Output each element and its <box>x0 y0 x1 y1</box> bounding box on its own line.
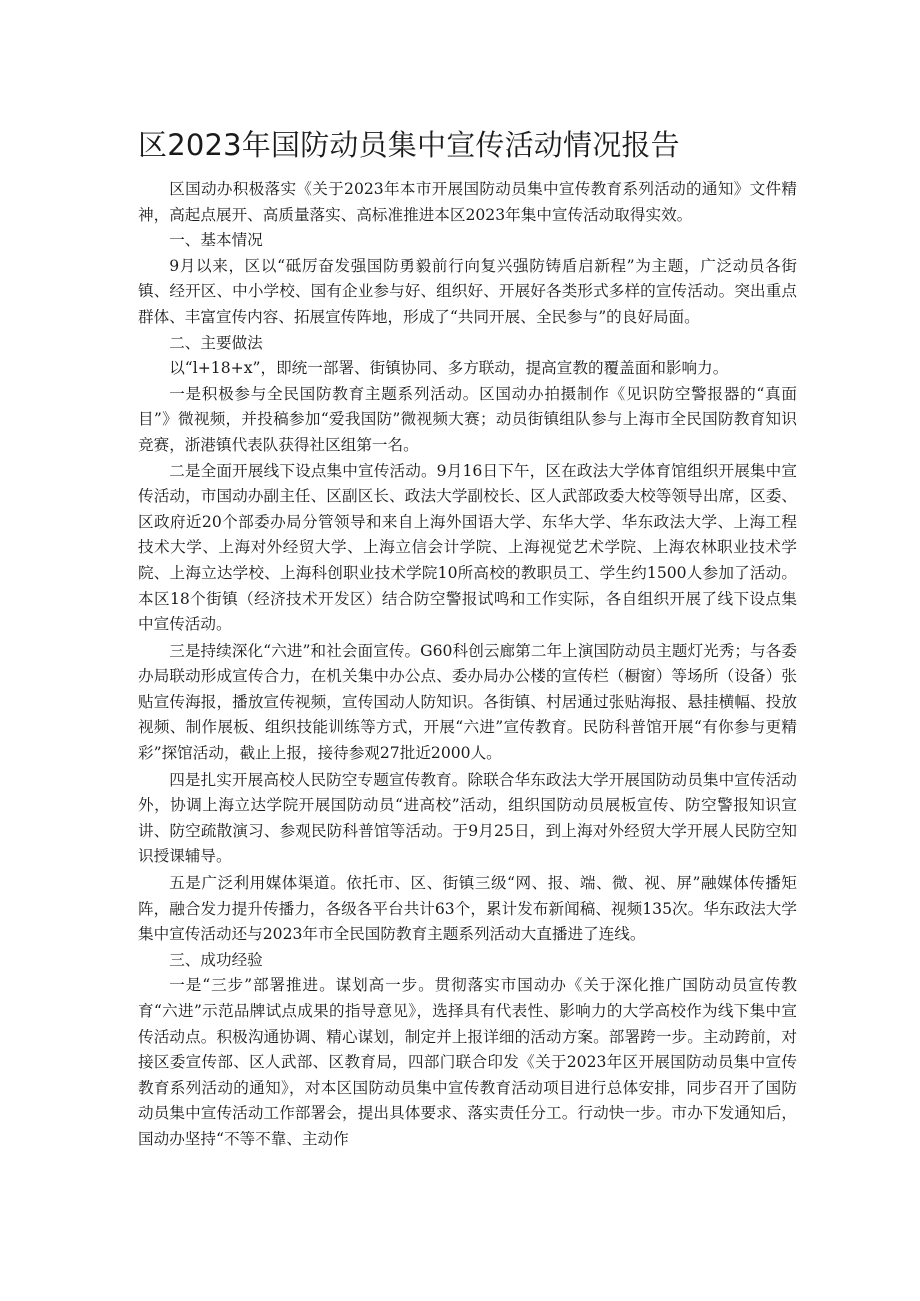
section-heading-experience: 三、成功经验 <box>169 950 263 969</box>
document-title: 区2023年国防动员集中宣传活动情况报告 <box>138 128 680 162</box>
document-body <box>138 177 797 1153</box>
section-heading-basic: 一、基本情况 <box>169 231 263 250</box>
intro-paragraph: 区国动办积极落实《关于2023年本市开展国防动员集中宣传教育系列活动的通知》文件精神，高起点展开、高质量落实、高标准推进本区2023年集中宣传活动取得实效。 <box>138 180 797 224</box>
paragraph-methods-overview: 以“l+18+x”，即统一部署、街镇协同、多方联动，提高宣教的覆盖面和影响力。 <box>169 359 729 378</box>
paragraph-methods-1: 一是积极参与全民国防教育主题系列活动。区国动办拍摄制作《见识防空警报器的“真面目”》微视频，并投稿参加“爱我国防”微视频大赛；动员街镇组队参与上海市全民国防教育知识竞赛，浙港镇代表队获得社区组第一名。 <box>138 384 797 454</box>
paragraph-basic-situation: 9月以来，区以“砥厉奋发强国防勇毅前行向复兴强防铸盾启新程”为主题，广泛动员各街镇、经开区、中小学校、国有企业参与好、组织好、开展好各类形式多样的宣传活动。突出重点群体、丰富宣传内容、拓展宣传阵地，形成了“共同开展、全民参与”的良好局面。 <box>138 256 797 326</box>
paragraph-methods-5: 五是广泛利用媒体渠道。依托市、区、街镇三级“网、报、端、微、视、屏”融媒体传播矩阵，融合发力提升传播力，各级各平台共计63个，累计发布新闻稿、视频135次。华东政法大学集中宣传活动还与2023年市全民国防教育主题系列活动大直播进了连线。 <box>138 874 797 944</box>
section-heading-methods: 二、主要做法 <box>169 333 263 352</box>
paragraph-methods-3: 三是持续深化“六进”和社会面宣传。G60科创云廊第二年上演国防动员主题灯光秀；与各委办局联动形成宣传合力，在机关集中办公点、委办局办公楼的宣传栏（橱窗）等场所（设备）张贴宣传海报，播放宣传视频，宣传国动人防知识。各街镇、村居通过张贴海报、悬挂横幅、投放视频、制作展板、组织技能训练等方式，开展“六进”宣传教育。民防科普馆开展“有你参与更精彩”探馆活动，截止上报，接待参观27批近2000人。 <box>138 641 797 763</box>
paragraph-methods-4: 四是扎实开展高校人民防空专题宣传教育。除联合华东政法大学开展国防动员集中宣传活动外，协调上海立达学院开展国防动员“进高校”活动，组织国防动员展板宣传、防空警报知识宣讲、防空疏散演习、参观民防科普馆等活动。于9月25日，到上海对外经贸大学开展人民防空知识授课辅导。 <box>138 770 797 866</box>
paragraph-experience-1: 一是“三步”部署推进。谋划高一步。贯彻落实市国动办《关于深化推广国防动员宣传教育“六进”示范品牌试点成果的指导意见》，选择具有代表性、影响力的大学高校作为线下集中宣传活动点。积极沟通协调、精心谋划，制定并上报详细的活动方案。部署跨一步。主动跨前，对接区委宣传部、区人武部、区教育局，四部门联合印发《关于2023年区开展国防动员集中宣传教育系列活动的通知》，对本区国防动员集中宣传教育活动项目进行总体安排，同步召开了国防动员集中宣传活动工作部署会，提出具体要求、落实责任分工。行动快一步。市办下发通知后，国动办坚持“不等不靠、主动作 <box>138 976 797 1148</box>
paragraph-methods-2: 二是全面开展线下设点集中宣传活动。9月16日下午，区在政法大学体育馆组织开展集中宣传活动，市国动办副主任、区副区长、政法大学副校长、区人武部政委大校等领导出席，区委、区政府近20个部委办局分管领导和来自上海外国语大学、东华大学、华东政法大学、上海工程技术大学、上海对外经贸大学、上海立信会计学院、上海视觉艺术学院、上海农林职业技术学院、上海立达学校、上海科创职业技术学院10所高校的教职员工、学生约1500人参加了活动。本区18个街镇（经济技术开发区）结合防空警报试鸣和工作实际，各自组织开展了线下设点集中宣传活动。 <box>138 461 797 634</box>
